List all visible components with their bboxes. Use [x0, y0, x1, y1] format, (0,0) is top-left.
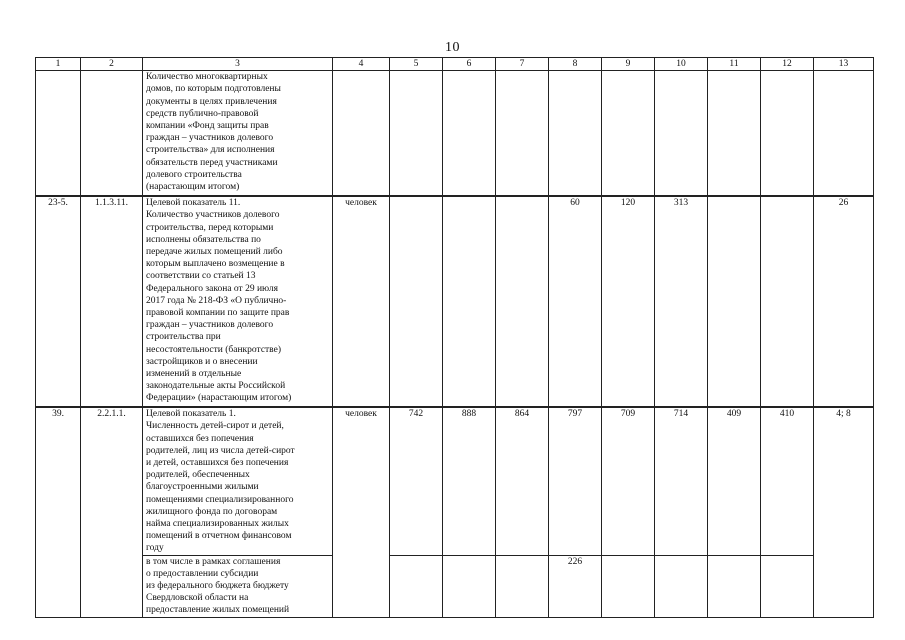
value-cell: 120	[602, 196, 655, 407]
value-cell	[496, 555, 549, 617]
row-number-cell	[36, 71, 81, 197]
row-number-cell: 23-5.	[36, 196, 81, 407]
value-cell: 797	[549, 407, 602, 555]
value-cell: 409	[708, 407, 761, 555]
table-row	[36, 407, 874, 555]
value-cell	[761, 196, 814, 407]
column-header: 12	[761, 58, 814, 71]
column-header: 5	[390, 58, 443, 71]
table-row	[36, 555, 874, 617]
unit-cell	[333, 71, 390, 197]
indicator-text-cell: Количество многоквартирных домов, по которым подготовлены документы в целях привлечения средств публично-правовой компании «Фонд защиты прав граждан – участников долевого строительства» для исполнения обязательств перед участниками долевого строительства (нарастающим итогом)	[143, 71, 333, 197]
value-cell	[761, 71, 814, 197]
value-cell: 60	[549, 196, 602, 407]
value-cell: 410	[761, 407, 814, 555]
value-cell	[708, 196, 761, 407]
table-row	[36, 71, 874, 197]
value-cell	[390, 196, 443, 407]
page-number: 10	[445, 40, 460, 55]
indicator-text-cell: Целевой показатель 1. Численность детей-сирот и детей, оставшихся без попечения родителей, лиц из числа детей-сирот и детей, оставшихся без попечения родителей, обеспеченных благоустроенными жилыми помещениями специализированного жилищного фонда по договорам найма специализированных жилых помещений в отчетном финансовом году	[143, 407, 333, 555]
value-cell: 313	[655, 196, 708, 407]
column-header: 10	[655, 58, 708, 71]
code-cell: 2.2.1.1.	[81, 407, 143, 617]
indicator-text-cell: Целевой показатель 11. Количество участников долевого строительства, перед которыми исполнены обязательства по передаче жилых помещений либо которым выплачено возмещение в соответствии со статьей 13 Федерального закона от 29 июля 2017 года № 218-ФЗ «О публично- правовой компании по защите прав граждан – участников долевого строительства при несостоятельности (банкротстве) застройщиков и о внесении изменений в отдельные законодательные акты Российской Федерации» (нарастающим итогом)	[143, 196, 333, 407]
column-header: 11	[708, 58, 761, 71]
reference-cell: 4; 8	[814, 407, 874, 617]
reference-cell: 26	[814, 196, 874, 407]
value-cell: 742	[390, 407, 443, 555]
value-cell	[390, 71, 443, 197]
column-header: 2	[81, 58, 143, 71]
indicators-table	[35, 57, 874, 618]
row-number-cell: 39.	[36, 407, 81, 617]
column-header: 8	[549, 58, 602, 71]
unit-cell: человек	[333, 196, 390, 407]
column-header: 7	[496, 58, 549, 71]
column-header: 3	[143, 58, 333, 71]
value-cell	[602, 555, 655, 617]
value-cell: 714	[655, 407, 708, 555]
value-cell: 888	[443, 407, 496, 555]
value-cell: 864	[496, 407, 549, 555]
value-cell	[496, 71, 549, 197]
value-cell	[390, 555, 443, 617]
code-cell: 1.1.3.11.	[81, 196, 143, 407]
table-row	[36, 196, 874, 407]
value-cell	[496, 196, 549, 407]
unit-cell: человек	[333, 407, 390, 617]
column-number-header	[36, 58, 874, 71]
value-cell: 226	[549, 555, 602, 617]
column-header: 4	[333, 58, 390, 71]
reference-cell	[814, 71, 874, 197]
value-cell	[443, 555, 496, 617]
column-header: 13	[814, 58, 874, 71]
value-cell	[761, 555, 814, 617]
column-header: 9	[602, 58, 655, 71]
value-cell	[708, 71, 761, 197]
value-cell	[549, 71, 602, 197]
value-cell	[708, 555, 761, 617]
column-header: 6	[443, 58, 496, 71]
value-cell	[655, 555, 708, 617]
code-cell	[81, 71, 143, 197]
value-cell: 709	[602, 407, 655, 555]
indicator-subtext-cell: в том числе в рамках соглашения о предоставлении субсидии из федерального бюджета бюджету Свердловской области на предоставление жилых помещений	[143, 555, 333, 617]
value-cell	[655, 71, 708, 197]
value-cell	[602, 71, 655, 197]
column-header: 1	[36, 58, 81, 71]
value-cell	[443, 71, 496, 197]
value-cell	[443, 196, 496, 407]
